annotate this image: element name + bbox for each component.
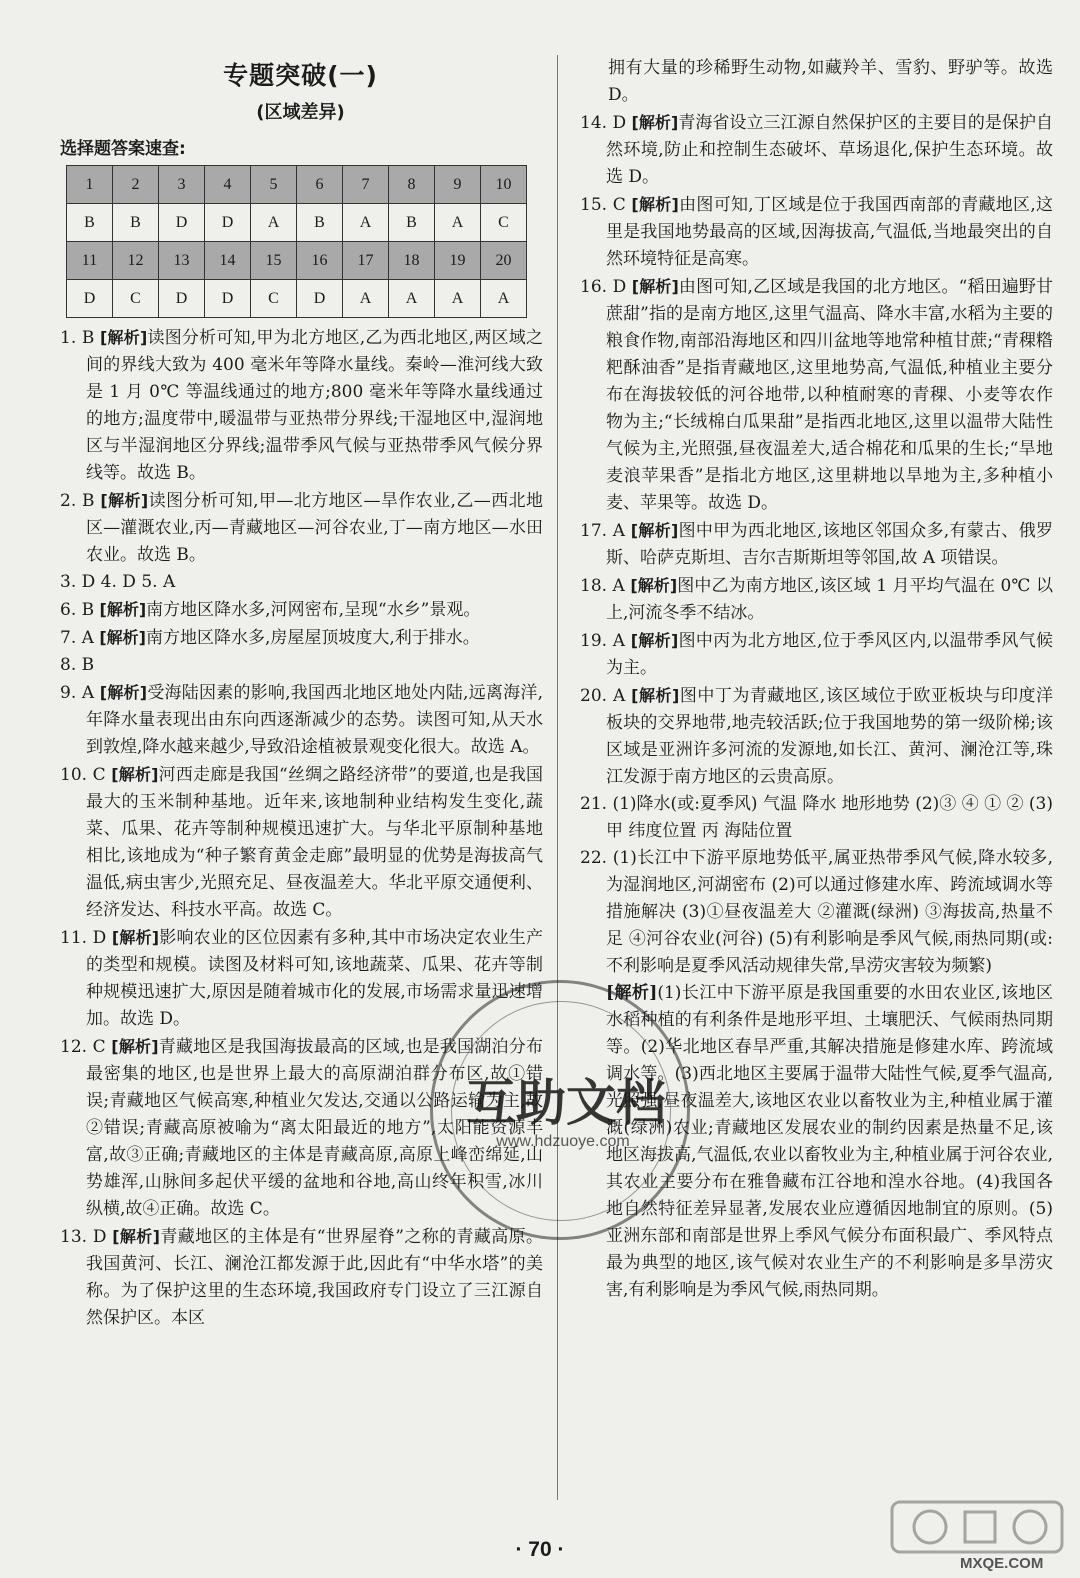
table-cell: 20: [481, 242, 527, 280]
table-cell: A: [481, 280, 527, 318]
table-cell: 18: [389, 242, 435, 280]
table-cell: A: [343, 204, 389, 242]
answer-item: [578, 682, 1053, 791]
analysis-tag: [解析]: [99, 628, 146, 647]
table-cell: C: [113, 280, 159, 318]
analysis-tag: [解析]: [630, 576, 678, 595]
answer-item: [58, 324, 543, 487]
analysis-tag: [解析]: [99, 328, 148, 347]
answer-number: 22.: [580, 848, 608, 868]
answer-text: 南方地区降水多,房屋屋顶坡度大,利于排水。: [145, 628, 480, 648]
right-answer-list: [578, 109, 1053, 980]
answer-number: 7. A: [60, 628, 94, 648]
answer-number: 11. D: [60, 928, 107, 948]
answer-number: 6. B: [60, 600, 95, 620]
watermark-stamp: [430, 980, 690, 1240]
continuation-text: 拥有大量的珍稀野生动物,如藏羚羊、雪豹、野驴等。故选 D。: [608, 58, 1053, 105]
answer-number: 10. C: [60, 765, 106, 785]
analysis-tag: [解析]: [111, 1037, 159, 1056]
page-subtitle: (区域差异): [256, 102, 345, 123]
page-title: 专题突破(一): [223, 61, 378, 90]
table-cell: 14: [205, 242, 251, 280]
table-cell: 5: [251, 166, 297, 204]
analysis-tag: [解析]: [99, 683, 148, 702]
analysis-tag: [解析]: [631, 277, 679, 296]
answer-item: [58, 652, 543, 679]
analysis-tag: [解析]: [631, 113, 679, 132]
answer-table-row: [67, 204, 527, 242]
answer-item: [578, 517, 1053, 572]
analysis-tag: [解析]: [631, 686, 680, 705]
answer-text: 青海省设立三江源自然保护区的主要目的是保护自然环境,防止和控制生态破坏、草场退化,保护生态环境。故选 D。: [606, 113, 1053, 187]
analysis-tag: [解析]: [111, 765, 159, 784]
answer-text: 由图可知,丁区域是位于我国西南部的青藏地区,这里是我国地势最高的区域,因海拔高,气温低,当地最突出的自然环境特征是高寒。: [606, 195, 1053, 269]
answer-table-row: [67, 166, 527, 204]
table-cell: B: [297, 204, 343, 242]
answer-number: 17. A: [580, 521, 626, 541]
answer-text: 河西走廊是我国“丝绸之路经济带”的要道,也是我国最大的玉米制种基地。近年来,该地制种业结构发生变化,蔬菜、瓜果、花卉等制种规模迅速扩大。与华北平原制种基地相比,该地成为“种子繁育黄金走廊”最明显的优势是海拔高气温低,病虫害少,光照充足、昼夜温差大。华北平原交通便利、经济发达、科技水平高。故选 C。: [86, 765, 543, 920]
answer-text: 图中丁为青藏地区,该区域位于欧亚板块与印度洋板块的交界地带,地壳较活跃;位于我国地势的第一级阶梯;该区域是亚洲许多河流的发源地,如长江、黄河、澜沧江等,珠江发源于南方地区的云贵高原。: [606, 686, 1053, 787]
table-cell: A: [389, 280, 435, 318]
analysis-tag: [解析]: [631, 195, 679, 214]
table-cell: 4: [205, 166, 251, 204]
answer-item: [58, 596, 543, 624]
table-cell: 10: [481, 166, 527, 204]
answer-number: 12. C: [60, 1037, 106, 1057]
answer-item: [578, 273, 1053, 517]
answer-number: 20. A: [580, 686, 626, 706]
analysis-tag: [解析]: [630, 631, 679, 650]
answer-quick-label: 选择题答案速查:: [60, 139, 186, 159]
answer-number: 16. D: [580, 277, 627, 297]
answer-number: 19. A: [580, 631, 626, 651]
table-cell: 15: [251, 242, 297, 280]
answer-number: 8. B: [60, 655, 95, 675]
answer-item: [578, 572, 1053, 627]
table-cell: A: [343, 280, 389, 318]
answer-text: 图中甲为西北地区,该地区邻国众多,有蒙古、俄罗斯、哈萨克斯坦、吉尔吉斯斯坦等邻国,故 A 项错误。: [606, 521, 1054, 568]
table-cell: D: [297, 280, 343, 318]
watermark-stamp-text: 互助文档: [466, 1074, 666, 1132]
answer-text: 青藏地区的主体是有“世界屋脊”之称的青藏高原。我国黄河、长江、澜沧江都发源于此,因此有“中华水塔”的美称。为了保护这里的生态环境,我国政府专门设立了三江源自然保护区。本区: [86, 1227, 543, 1328]
answer-text: 读图分析可知,甲—北方地区—旱作农业,乙—西北地区—灌溉农业,丙—青藏地区—河谷农业,丁—南方地区—水田农业。故选 B。: [86, 491, 543, 565]
table-cell: 7: [343, 166, 389, 204]
table-cell: B: [389, 204, 435, 242]
answer-item: [578, 791, 1053, 845]
answer-number: 1. B: [60, 328, 95, 348]
table-cell: 19: [435, 242, 481, 280]
page-number: · 70 ·: [515, 1538, 565, 1561]
answer-item: [58, 624, 543, 652]
answer-text: 青藏地区是我国海拔最高的区域,也是我国湖泊分布最密集的地区,也是世界上最大的高原湖泊群分布区,故①错误;青藏地区气候高寒,种植业欠发达,交通以公路运输为主,故②错误;青藏高原被喻为“离太阳最近的地方”,太阳能资源丰富,故③正确;青藏地区的主体是青藏高原,高原上峰峦绵延,山势雄浑,山脉间多起伏平缓的盆地和谷地,高山终年积雪,冰川纵横,故④正确。故选 C。: [86, 1037, 543, 1219]
answer-item: [58, 487, 543, 569]
answer-text: 读图分析可知,甲为北方地区,乙为西北地区,两区域之间的界线大致为 400 毫米年等降水量线。秦岭—淮河线大致是 1 月 0℃ 等温线通过的地方;800 毫米年等降水量线通过的地方;温度带中,暖温带与亚热带分界线;干湿地区中,湿润地区与半湿润地区分界线;温带季风气候与亚热带季风气候分界线等。故选 B。: [86, 328, 543, 483]
answer-item: [578, 109, 1053, 191]
table-cell: C: [481, 204, 527, 242]
table-cell: 16: [297, 242, 343, 280]
table-cell: 8: [389, 166, 435, 204]
column-divider: [557, 55, 558, 1500]
answer-number: 18. A: [580, 576, 625, 596]
answer-text: 图中乙为南方地区,该区域 1 月平均气温在 0℃ 以上,河流冬季不结冰。: [606, 576, 1054, 623]
table-cell: D: [67, 280, 113, 318]
table-cell: D: [159, 204, 205, 242]
analysis-tag: [解析]: [100, 491, 149, 510]
table-cell: 1: [67, 166, 113, 204]
answer-item: [578, 191, 1053, 273]
table-cell: 6: [297, 166, 343, 204]
table-cell: 11: [67, 242, 113, 280]
answer-item: [58, 1223, 543, 1332]
table-cell: A: [435, 204, 481, 242]
answer-number: 15. C: [580, 195, 626, 215]
analysis-tag: [解析]: [99, 600, 147, 619]
table-cell: 9: [435, 166, 481, 204]
table-cell: B: [113, 204, 159, 242]
watermark-stamp-url: www.hdzuoye.com: [496, 1133, 630, 1150]
answer-item: [58, 569, 543, 596]
answer-number: 13. D: [60, 1227, 107, 1247]
analysis-tag: [解析]: [606, 983, 658, 1003]
table-cell: 3: [159, 166, 205, 204]
answer-text: 南方地区降水多,河网密布,呈现“水乡”景观。: [146, 600, 481, 620]
answer-text: (1)降水(或:夏季风) 气温 降水 地形地势 (2)③ ④ ① ② (3)甲 纬度位置 丙 海陆位置: [606, 794, 1054, 841]
answer-text: 由图可知,乙区域是我国的北方地区。“稻田遍野甘蔗甜”指的是南方地区,这里气温高、降水丰富,水稻为主要的粮食作物,南部沿海地区和四川盆地等地常种植甘蔗;“青稞糌粑酥油香”是指青藏地区,这里地势高,气温低,种植业主要分布在海拔较低的河谷地带,以种植耐寒的青稞、小麦等农作物为主;“长绒棉白瓜果甜”是指西北地区,这里以温带大陆性气候为主,光照强,昼夜温差大,适合棉花和瓜果的生长;“旱地麦浪苹果香”是指北方地区,这里耕地以旱地为主,多种植小麦、苹果等。故选 D。: [606, 277, 1053, 513]
table-cell: A: [251, 204, 297, 242]
answer-table-row: [67, 280, 527, 318]
answer-item: [578, 845, 1053, 980]
answer-table-row: [67, 242, 527, 280]
analysis-tag: [解析]: [111, 928, 160, 947]
answer-number: 3. D 4. D 5. A: [60, 572, 176, 592]
table-cell: 13: [159, 242, 205, 280]
answer-number: 2. B: [60, 491, 95, 511]
answer-text: 图中丙为北方地区,位于季风区内,以温带季风气候为主。: [606, 631, 1054, 678]
table-cell: B: [67, 204, 113, 242]
answer-item: [58, 761, 543, 924]
table-cell: 2: [113, 166, 159, 204]
answer-text: 受海陆因素的影响,我国西北地区地处内陆,远离海洋,年降水量表现出由东向西逐渐减少的态势。读图可知,从天水到敦煌,降水越来越少,导致沿途植被景观变化很大。故选 A。: [86, 683, 543, 757]
answer-text: (1)长江中下游平原地势低平,属亚热带季风气候,降水较多,为湿润地区,河湖密布 (2)可以通过修建水库、跨流域调水等措施解决 (3)①昼夜温差大 ②灌溉(绿洲) ③海拔高,热量不足 ④河谷农业(河谷) (5)有利影响是季风气候,雨热同期(或:不利影响是夏季风活动规律失常,旱涝灾害较为频繁): [606, 848, 1053, 976]
table-cell: D: [159, 280, 205, 318]
answer-text: 影响农业的区位因素有多种,其中市场决定农业生产的类型和规模。读图及材料可知,该地蔬菜、瓜果、花卉等制种规模迅速扩大,原因是随着城市化的发展,市场需求量迅速增加。故选 D。: [86, 928, 543, 1029]
answer-number: 14. D: [580, 113, 627, 133]
table-cell: A: [435, 280, 481, 318]
table-cell: D: [205, 280, 251, 318]
table-cell: C: [251, 280, 297, 318]
table-cell: 17: [343, 242, 389, 280]
answer-number: 21.: [580, 794, 608, 814]
analysis-tag: [解析]: [630, 521, 679, 540]
table-cell: D: [205, 204, 251, 242]
analysis-tag: [解析]: [112, 1227, 160, 1246]
answer-number: 9. A: [60, 683, 95, 703]
answer-item: [578, 627, 1053, 682]
answer-item: [58, 679, 543, 761]
table-cell: 12: [113, 242, 159, 280]
answer-table: [66, 165, 527, 318]
corner-watermark-url: MXQE.COM: [960, 1555, 1044, 1572]
analysis-text: (1)长江中下游平原是我国重要的水田农业区,该地区水稻种植的有利条件是地形平坦、土壤肥沃、气候雨热同期等。(2)华北地区春旱严重,其解决措施是修建水库、跨流域调水等。(3)西北地区主要属于温带大陆性气候,夏季气温高,光照强,昼夜温差大,该地区农业以畜牧业为主,种植业属于灌溉(绿洲)农业;青藏地区发展农业的制约因素是热量不足,该地区海拔高,气温低,农业以畜牧业为主,种植业属于河谷农业,其农业主要分布在雅鲁藏布江谷地和湟水谷地。(4)我国各地自然特征差异显著,发展农业应遵循因地制宜的原则。(5)亚洲东部和南部是世界上季风气候分布面积最广、季风特点最为典型的地区,该气候对农业生产的不利影响是多旱涝灾害,有利影响是为季风气候,雨热同期。: [606, 983, 1053, 1300]
